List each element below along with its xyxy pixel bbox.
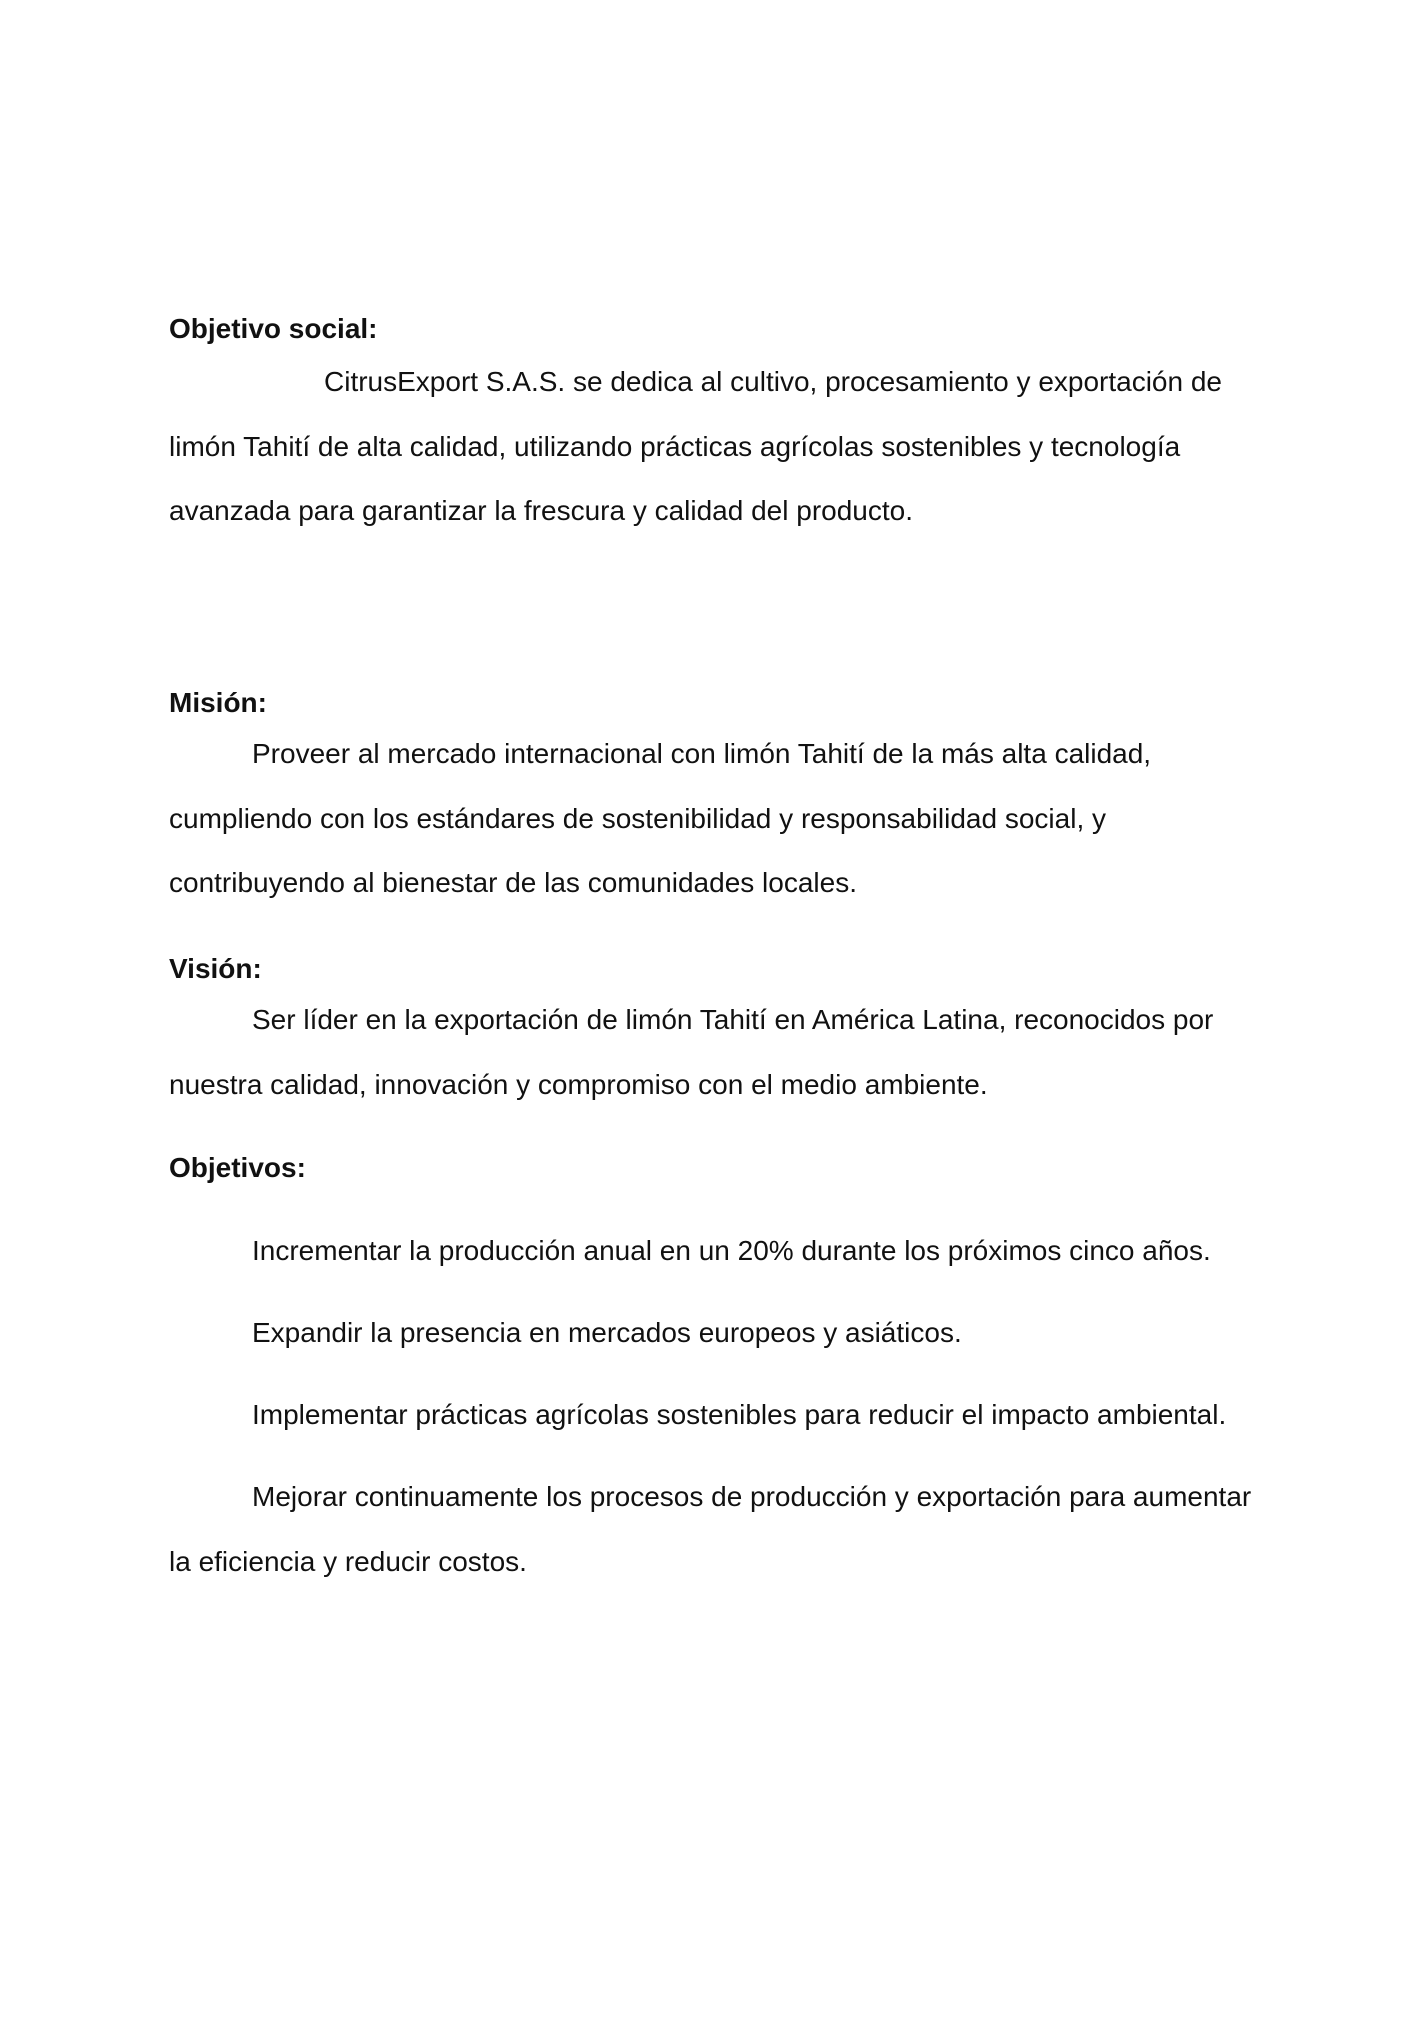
- paragraph-line: Mejorar continuamente los procesos de producción y exportación para aumentar: [252, 1481, 1252, 1512]
- paragraph-line: Proveer al mercado internacional con limón Tahití de la más alta calidad,: [252, 738, 1152, 769]
- vision-paragraph: [169, 988, 1279, 1117]
- paragraph-line: nuestra calidad, innovación y compromiso con el medio ambiente.: [169, 1068, 988, 1100]
- paragraph-line: Ser líder en la exportación de limón Tahití en América Latina, reconocidos por: [252, 1004, 1214, 1035]
- paragraph-line: cumpliendo con los estándares de sostenibilidad y responsabilidad social, y: [169, 802, 1107, 834]
- objetivos-heading: Objetivos:: [169, 1152, 306, 1183]
- objetivo-social-heading: Objetivo social:: [169, 313, 378, 344]
- objective-item: Expandir la presencia en mercados europeos y asiáticos.: [252, 1317, 962, 1348]
- paragraph-line: CitrusExport S.A.S. se dedica al cultivo, procesamiento y exportación de: [324, 366, 1222, 397]
- objective-item: Implementar prácticas agrícolas sostenibles para reducir el impacto ambiental.: [252, 1399, 1227, 1430]
- objective-item: Incrementar la producción anual en un 20% durante los próximos cinco años.: [252, 1235, 1211, 1266]
- paragraph-line: contribuyendo al bienestar de las comunidades locales.: [169, 867, 857, 898]
- paragraph-line: la eficiencia y reducir costos.: [169, 1545, 527, 1577]
- vision-heading: Visión:: [169, 953, 262, 984]
- mision-heading: Misión:: [169, 687, 267, 718]
- paragraph-line: avanzada para garantizar la frescura y calidad del producto.: [169, 495, 913, 526]
- mision-paragraph: [169, 722, 1279, 916]
- objective-item-multiline: [169, 1465, 1279, 1594]
- objetivo-social-paragraph: [169, 350, 1279, 544]
- paragraph-line: limón Tahití de alta calidad, utilizando prácticas agrícolas sostenibles y tecnología: [169, 430, 1181, 462]
